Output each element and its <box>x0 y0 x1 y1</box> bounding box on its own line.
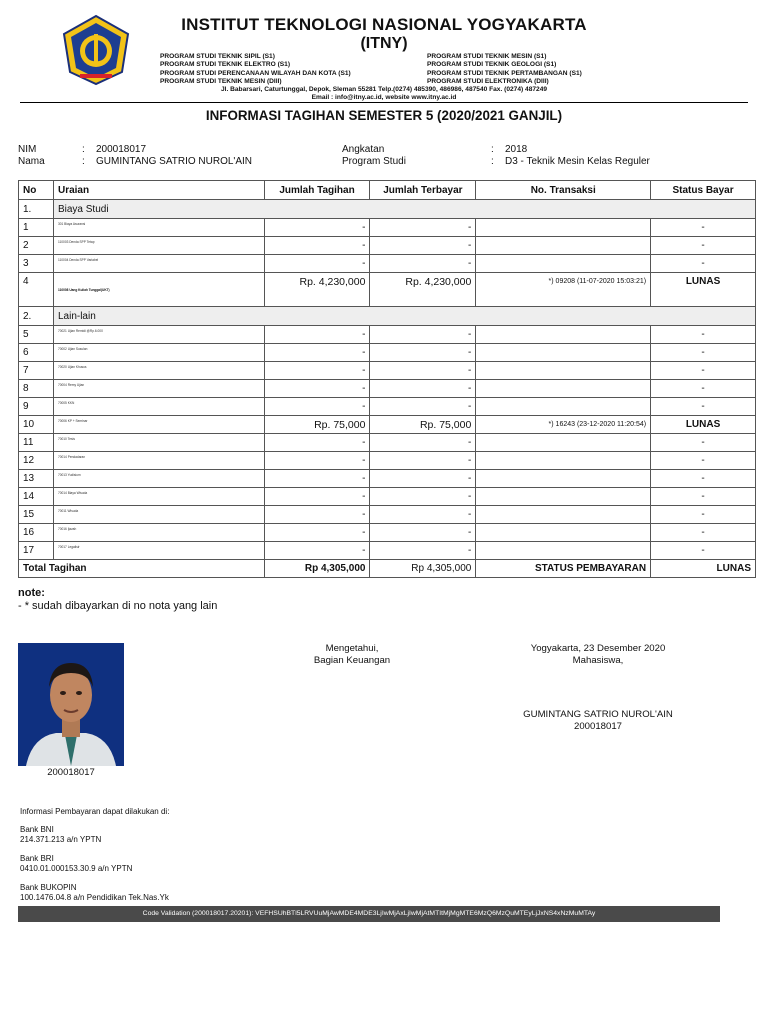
row-description: 70017 Legalisir <box>53 542 264 560</box>
section-row-biaya-studi <box>19 200 756 219</box>
student-portrait-image <box>18 643 124 766</box>
billing-table <box>18 180 756 578</box>
total-terbayar: Rp 4,305,000 <box>370 560 476 578</box>
row-transaksi: *) 09208 (11-07-2020 15:03:21) <box>476 273 651 307</box>
row-description: 70002 Ujian Susulan <box>53 344 264 362</box>
row-terbayar: - <box>370 398 476 416</box>
header-status-bayar: Status Bayar <box>651 181 756 200</box>
row-number: 3 <box>19 255 54 273</box>
row-description: 70020 Ujian Khusus <box>53 362 264 380</box>
row-number: 6 <box>19 344 54 362</box>
table-row <box>19 362 756 380</box>
table-header-row <box>19 181 756 200</box>
section-title: Lain-lain <box>53 307 755 326</box>
row-status: - <box>651 542 756 560</box>
row-description: 70004 Remy Ujian <box>53 380 264 398</box>
contact: Email : info@itny.ac.id, website www.itny.ac.id <box>311 94 457 102</box>
row-tagihan: Rp. 4,230,000 <box>264 273 370 307</box>
header-jumlah-terbayar: Jumlah Terbayar <box>370 181 476 200</box>
header-no: No <box>19 181 54 200</box>
row-number: 15 <box>19 506 54 524</box>
row-description: 70016 Ijazah <box>53 524 264 542</box>
row-tagihan: - <box>264 506 370 524</box>
section-number: 2. <box>19 307 54 326</box>
table-row <box>19 434 756 452</box>
row-tagihan: - <box>264 524 370 542</box>
row-terbayar: - <box>370 380 476 398</box>
row-description: 70014 Biaya Wisuda <box>53 488 264 506</box>
row-description: 110008 Uang Kuliah Tunggal(UKT) <box>53 273 264 307</box>
table-row <box>19 470 756 488</box>
row-terbayar: Rp. 4,230,000 <box>370 273 476 307</box>
table-row <box>19 416 756 434</box>
bank-account: 0410.01.000153.30.9 a/n YPTN <box>20 864 133 873</box>
note-title: note: <box>18 587 45 599</box>
row-number: 7 <box>19 362 54 380</box>
status-pembayaran-label: STATUS PEMBAYARAN <box>476 560 651 578</box>
signature-student <box>508 643 688 666</box>
row-description: 70014 Pendadaran <box>53 452 264 470</box>
angkatan-value: 2018 <box>505 144 528 155</box>
institution-name: INSTITUT TEKNOLOGI NASIONAL YOGYAKARTA <box>181 15 587 34</box>
row-transaksi: *) 16243 (23-12-2020 11:20:54) <box>476 416 651 434</box>
row-description: 301 Biaya Asuransi <box>53 219 264 237</box>
row-transaksi <box>476 344 651 362</box>
row-number: 11 <box>19 434 54 452</box>
row-tagihan: - <box>264 326 370 344</box>
programs-left <box>160 53 351 86</box>
nim-label: NIM <box>18 144 37 155</box>
row-status: - <box>651 524 756 542</box>
table-row <box>19 380 756 398</box>
table-row <box>19 398 756 416</box>
row-tagihan: - <box>264 380 370 398</box>
row-transaksi <box>476 362 651 380</box>
row-transaksi <box>476 237 651 255</box>
name-label: Nama <box>18 156 45 167</box>
row-terbayar: - <box>370 452 476 470</box>
bank-account: 214.371.213 a/n YPTN <box>20 835 102 844</box>
angkatan-colon: : <box>491 144 494 155</box>
program-item: PROGRAM STUDI TEKNIK GEOLOGI (S1) <box>427 61 557 69</box>
row-status: - <box>651 326 756 344</box>
institution-abbr: (ITNY) <box>360 35 408 52</box>
signature-finance-line1: Mengetahui, <box>325 643 379 654</box>
bank-account: 100.1476.04.8 a/n Pendidikan Tek.Nas.Yk <box>20 893 169 902</box>
signature-student-name: GUMINTANG SATRIO NUROL'AIN <box>523 709 673 720</box>
row-status: - <box>651 488 756 506</box>
row-number: 12 <box>19 452 54 470</box>
row-description: 70010 Tesis <box>53 434 264 452</box>
program-item: PROGRAM STUDI TEKNIK ELEKTRO (S1) <box>160 61 291 69</box>
section-row-lain-lain <box>19 307 756 326</box>
program-item: PROGRAM STUDI TEKNIK MESIN (S1) <box>427 53 547 60</box>
table-row <box>19 488 756 506</box>
total-row <box>19 560 756 578</box>
row-terbayar: - <box>370 506 476 524</box>
programs-right <box>427 53 582 86</box>
row-status: LUNAS <box>651 273 756 307</box>
bank-name: Bank BNI <box>20 825 54 834</box>
row-tagihan: - <box>264 434 370 452</box>
row-tagihan: - <box>264 362 370 380</box>
note-text: - * sudah dibayarkan di no nota yang lain <box>18 600 218 612</box>
signature-student-nim: 200018017 <box>573 720 623 732</box>
table-row <box>19 273 756 307</box>
row-number: 16 <box>19 524 54 542</box>
row-description: 70005 KKN <box>53 398 264 416</box>
section-title: Biaya Studi <box>53 200 755 219</box>
header-uraian: Uraian <box>53 181 264 200</box>
table-row <box>19 219 756 237</box>
row-status: - <box>651 470 756 488</box>
row-number: 17 <box>19 542 54 560</box>
table-row <box>19 524 756 542</box>
name-value: GUMINTANG SATRIO NUROL'AIN <box>96 156 252 167</box>
program-item: PROGRAM STUDI PERENCANAAN WILAYAH DAN KOTA (S1) <box>160 69 351 77</box>
row-transaksi <box>476 255 651 273</box>
row-tagihan: - <box>264 398 370 416</box>
row-transaksi <box>476 524 651 542</box>
header-no-transaksi: No. Transaksi <box>476 181 651 200</box>
row-terbayar: - <box>370 237 476 255</box>
table-row <box>19 542 756 560</box>
row-number: 4 <box>19 273 54 307</box>
row-transaksi <box>476 219 651 237</box>
row-status: - <box>651 344 756 362</box>
photo-caption: 200018017 <box>47 767 95 778</box>
row-tagihan: - <box>264 470 370 488</box>
row-tagihan: - <box>264 452 370 470</box>
row-tagihan: - <box>264 255 370 273</box>
row-transaksi <box>476 452 651 470</box>
address: Jl. Babarsari, Caturtunggal, Depok, Sleman 55281 Telp.(0274) 485390, 486986, 487540 Fax. (0274) 487249 <box>220 86 548 93</box>
header-divider <box>20 102 748 103</box>
row-tagihan: - <box>264 488 370 506</box>
row-number: 14 <box>19 488 54 506</box>
row-number: 1 <box>19 219 54 237</box>
row-tagihan: - <box>264 237 370 255</box>
table-row <box>19 344 756 362</box>
status-pembayaran-value: LUNAS <box>651 560 756 578</box>
nim-value: 200018017 <box>96 144 147 155</box>
row-status: - <box>651 452 756 470</box>
signature-date: Yogyakarta, 23 Desember 2020 <box>530 643 666 654</box>
bank-bni <box>20 825 101 845</box>
row-terbayar: - <box>370 542 476 560</box>
table-row <box>19 237 756 255</box>
table-row <box>19 506 756 524</box>
row-terbayar: - <box>370 470 476 488</box>
row-transaksi <box>476 398 651 416</box>
signature-finance-line2: Bagian Keuangan <box>313 654 391 666</box>
row-transaksi <box>476 470 651 488</box>
row-terbayar: Rp. 75,000 <box>370 416 476 434</box>
row-terbayar: - <box>370 524 476 542</box>
address-block <box>0 86 768 103</box>
row-terbayar: - <box>370 255 476 273</box>
row-number: 10 <box>19 416 54 434</box>
prodi-value: D3 - Teknik Mesin Kelas Reguler <box>505 156 650 167</box>
row-status: LUNAS <box>651 416 756 434</box>
signature-finance <box>282 643 422 666</box>
row-transaksi <box>476 542 651 560</box>
row-transaksi <box>476 434 651 452</box>
payment-intro: Informasi Pembayaran dapat dilakukan di: <box>20 807 170 816</box>
student-photo <box>18 643 124 766</box>
row-description: 110004 Denda SPP Variabel <box>53 255 264 273</box>
row-description: 70021 Ujian Remidi @Rp.6.000 <box>53 326 264 344</box>
program-item: PROGRAM STUDI ELEKTRONIKA (DIII) <box>427 77 549 85</box>
row-transaksi <box>476 488 651 506</box>
row-description: 70006 KP + Seminar <box>53 416 264 434</box>
row-terbayar: - <box>370 488 476 506</box>
table-row <box>19 326 756 344</box>
total-tagihan: Rp 4,305,000 <box>264 560 370 578</box>
row-transaksi <box>476 326 651 344</box>
row-transaksi <box>476 506 651 524</box>
row-status: - <box>651 398 756 416</box>
row-tagihan: - <box>264 219 370 237</box>
document-title: INFORMASI TAGIHAN SEMESTER 5 (2020/2021 GANJIL) <box>205 108 563 123</box>
header-jumlah-tagihan: Jumlah Tagihan <box>264 181 370 200</box>
row-terbayar: - <box>370 326 476 344</box>
row-description: 70013 Yudisium <box>53 470 264 488</box>
bank-name: Bank BUKOPIN <box>20 883 77 892</box>
row-status: - <box>651 362 756 380</box>
row-tagihan: - <box>264 344 370 362</box>
signature-student-name-block <box>498 709 698 732</box>
row-number: 13 <box>19 470 54 488</box>
letterhead <box>0 8 768 104</box>
name-colon: : <box>82 156 85 167</box>
table-row <box>19 452 756 470</box>
prodi-colon: : <box>491 156 494 167</box>
row-terbayar: - <box>370 219 476 237</box>
bank-name: Bank BRI <box>20 854 54 863</box>
row-description: 70011 Wisuda <box>53 506 264 524</box>
bank-bri <box>20 854 132 874</box>
signature-role: Mahasiswa, <box>572 654 624 666</box>
program-item: PROGRAM STUDI TEKNIK SIPIL (S1) <box>160 53 275 60</box>
validation-code-bar: Code Validation (200018017.20201): VEFHSUhBTl5LRVUuMjAwMDE4MDE3LjIwMjAxLjIwMjAtMTItMjMgMTE6MzQ6MzQuMTEyLjJxNS4xNzMuMTAy <box>18 906 720 922</box>
row-terbayar: - <box>370 434 476 452</box>
row-status: - <box>651 255 756 273</box>
row-number: 8 <box>19 380 54 398</box>
row-transaksi <box>476 380 651 398</box>
bank-bukopin <box>20 883 169 903</box>
row-description: 110003 Denda SPP Tetap <box>53 237 264 255</box>
row-tagihan: - <box>264 542 370 560</box>
table-row <box>19 255 756 273</box>
section-number: 1. <box>19 200 54 219</box>
row-number: 5 <box>19 326 54 344</box>
angkatan-label: Angkatan <box>342 144 385 155</box>
program-item: PROGRAM STUDI TEKNIK PERTAMBANGAN (S1) <box>427 69 582 77</box>
row-status: - <box>651 380 756 398</box>
nim-colon: : <box>82 144 85 155</box>
row-number: 2 <box>19 237 54 255</box>
row-number: 9 <box>19 398 54 416</box>
row-status: - <box>651 506 756 524</box>
row-terbayar: - <box>370 362 476 380</box>
prodi-label: Program Studi <box>342 156 406 167</box>
program-item: PROGRAM STUDI TEKNIK MESIN (DIII) <box>160 77 282 85</box>
row-status: - <box>651 219 756 237</box>
row-terbayar: - <box>370 344 476 362</box>
total-label: Total Tagihan <box>19 560 265 578</box>
row-tagihan: Rp. 75,000 <box>264 416 370 434</box>
row-status: - <box>651 237 756 255</box>
row-status: - <box>651 434 756 452</box>
